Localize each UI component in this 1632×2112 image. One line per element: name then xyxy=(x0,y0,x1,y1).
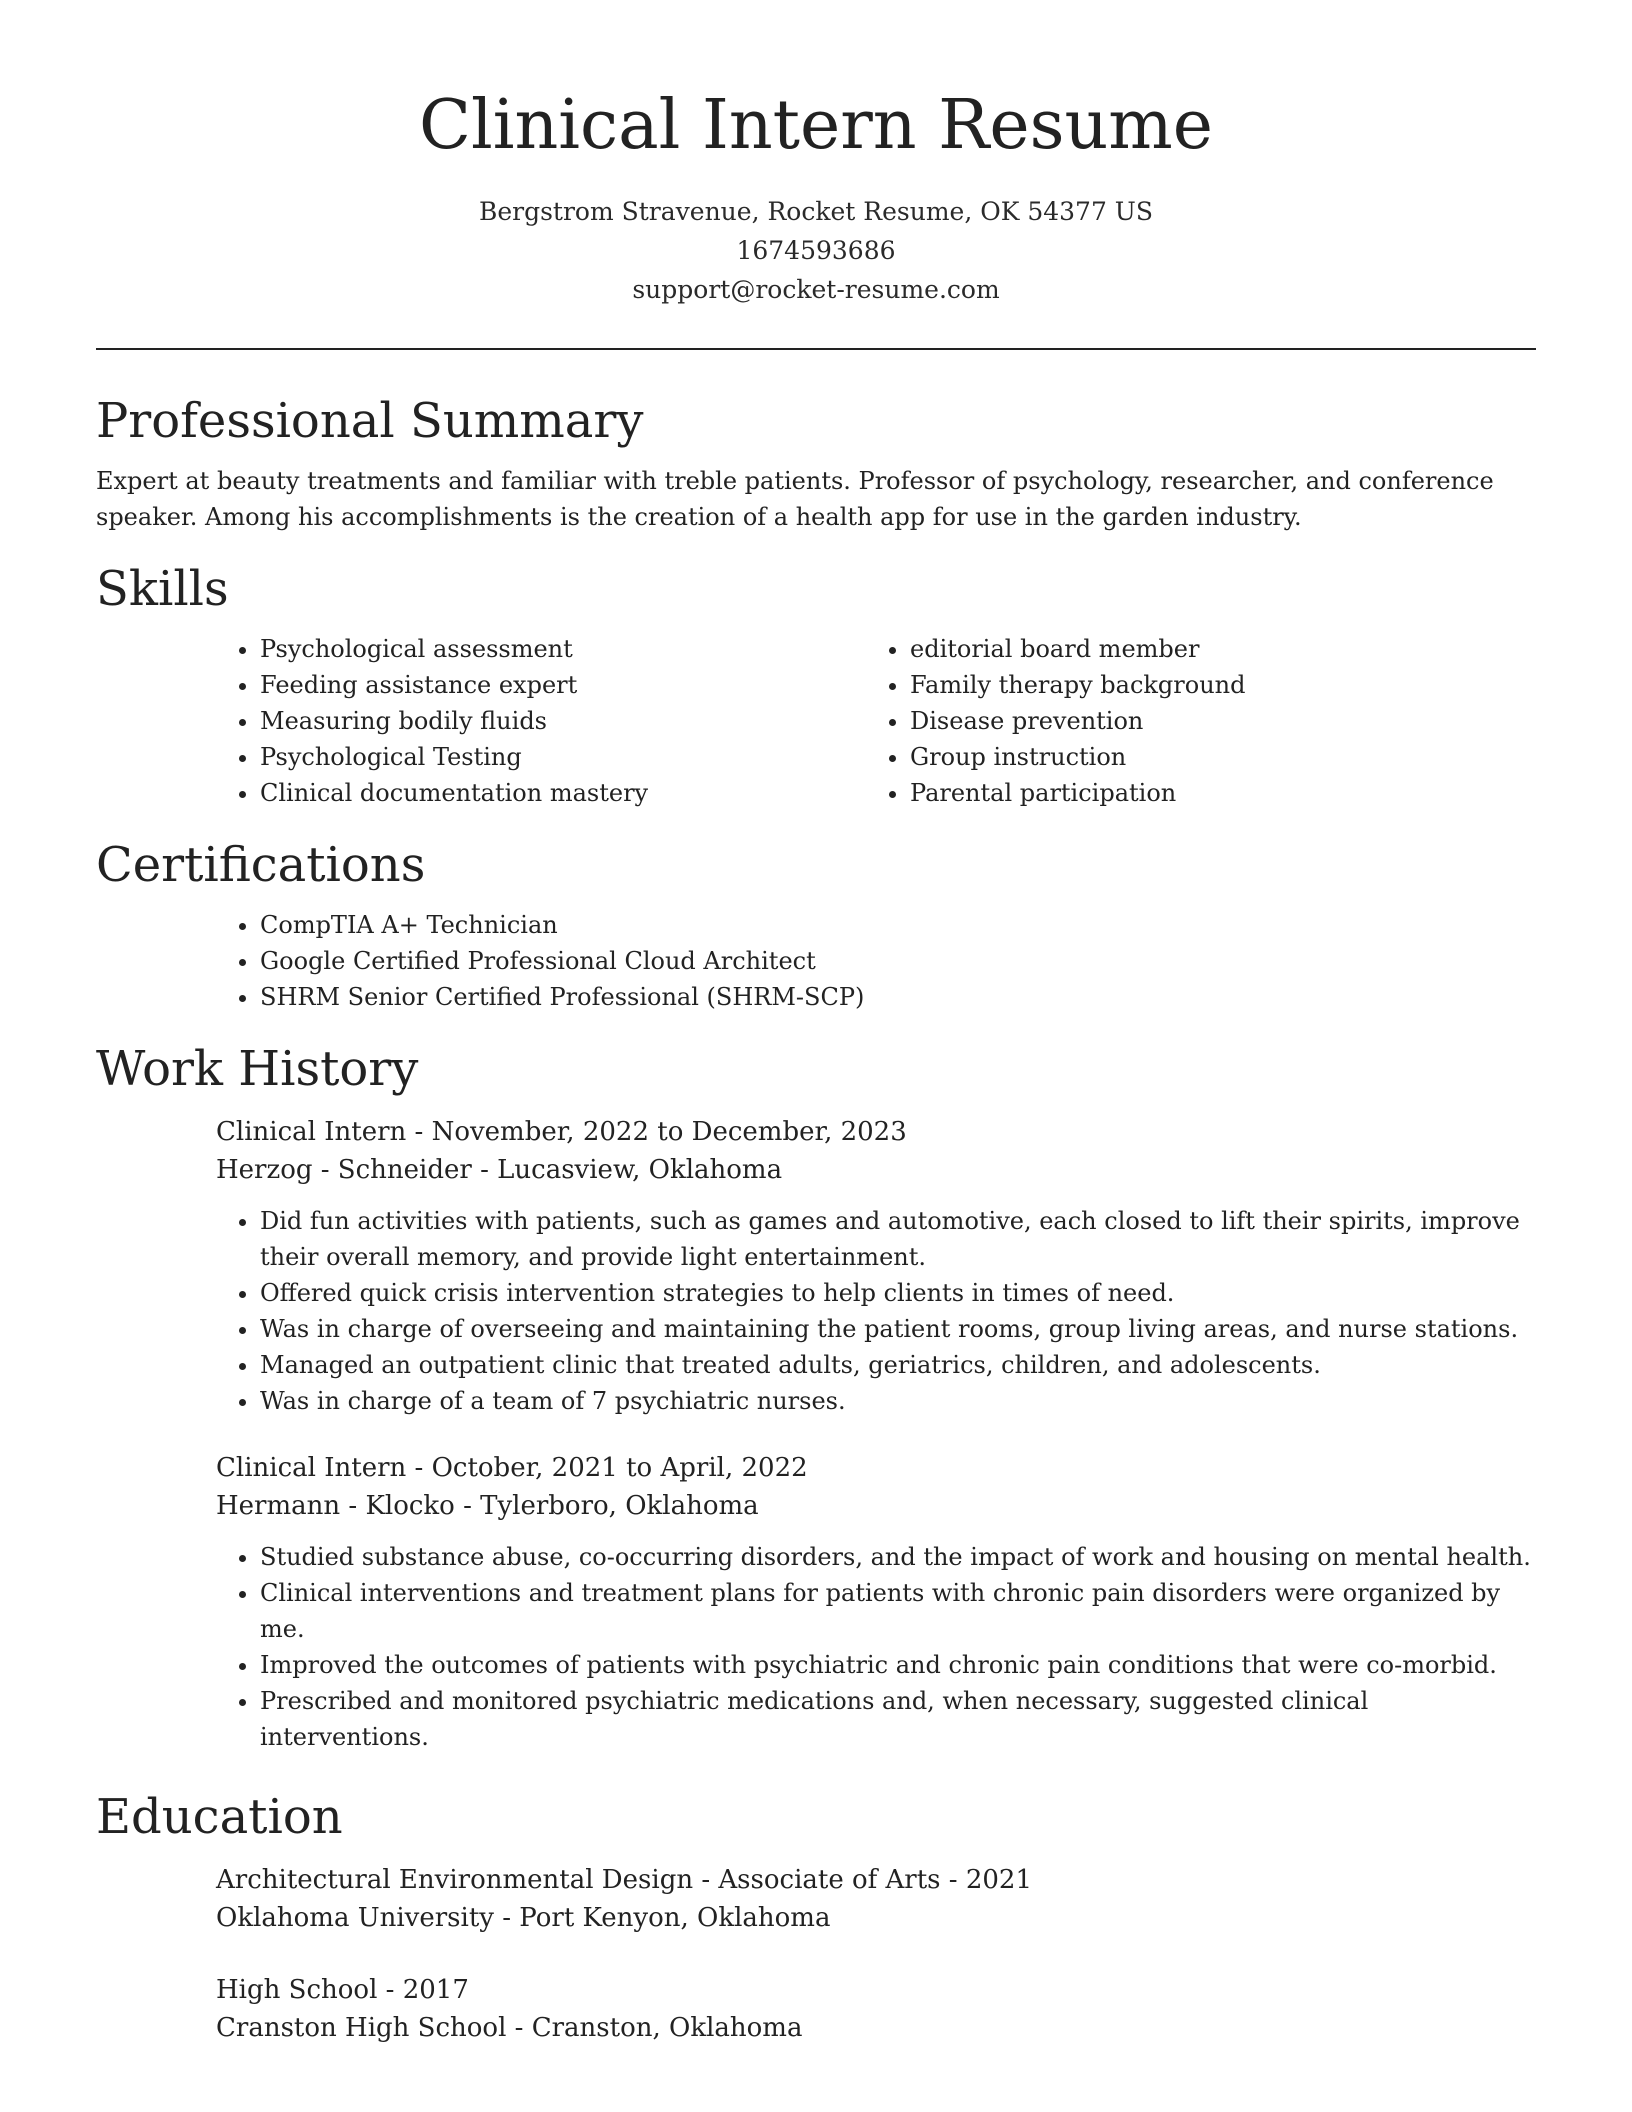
skill-item: • Parental participation xyxy=(910,775,1516,811)
work-history-heading: Work History xyxy=(96,1041,419,1097)
skill-item: • editorial board member xyxy=(910,631,1516,667)
job-title-line: Clinical Intern - November, 2022 to December, 2023 xyxy=(216,1117,907,1147)
job-bullet: • Managed an outpatient clinic that treated adults, geriatrics, children, and adolescents. xyxy=(260,1347,1536,1383)
education-school-line: Cranston High School - Cranston, Oklahoma xyxy=(216,2013,803,2043)
certifications-section xyxy=(96,833,1536,1015)
skills-section xyxy=(96,557,1536,811)
work-history-section xyxy=(96,1037,1536,1755)
certifications-list xyxy=(216,907,1536,1015)
job-company-line: Herzog - Schneider - Lucasview, Oklahoma xyxy=(216,1155,783,1185)
job-company-line: Hermann - Klocko - Tylerboro, Oklahoma xyxy=(216,1491,759,1521)
job-bullet: • Prescribed and monitored psychiatric medications and, when necessary, suggested clinical interventions. xyxy=(260,1683,1536,1755)
skill-item: • Psychological Testing xyxy=(260,739,866,775)
job-bullet: • Improved the outcomes of patients with psychiatric and chronic pain conditions that were co-morbid. xyxy=(260,1647,1536,1683)
skills-left-list xyxy=(216,631,866,811)
skill-item: • Group instruction xyxy=(910,739,1516,775)
job-entry xyxy=(216,1449,1536,1755)
job-bullet: • Clinical interventions and treatment plans for patients with chronic pain disorders were organized by me. xyxy=(260,1575,1536,1647)
job-bullets xyxy=(216,1539,1536,1755)
skills-grid xyxy=(216,631,1536,811)
job-entry xyxy=(216,1113,1536,1419)
contact-address: Bergstrom Stravenue, Rocket Resume, OK 54377 US xyxy=(478,197,1154,226)
skill-item: • Family therapy background xyxy=(910,667,1516,703)
job-title-line: Clinical Intern - October, 2021 to April, 2022 xyxy=(216,1453,808,1483)
certifications-heading: Certifications xyxy=(96,837,426,893)
header-divider xyxy=(96,348,1536,350)
education-entry xyxy=(216,1971,1536,2047)
resume-title: Clinical Intern Resume xyxy=(418,86,1214,165)
certification-item: • Google Certified Professional Cloud Architect xyxy=(260,943,1536,979)
education-school-line: Oklahoma University - Port Kenyon, Oklahoma xyxy=(216,1903,831,1933)
resume-header xyxy=(96,0,1536,309)
skills-right-column xyxy=(866,631,1516,811)
resume-page xyxy=(96,0,1536,2081)
skill-item: • Psychological assessment xyxy=(260,631,866,667)
job-bullets xyxy=(216,1203,1536,1419)
education-heading: Education xyxy=(96,1789,343,1845)
education-section xyxy=(96,1785,1536,2047)
education-entry xyxy=(216,1861,1536,1937)
summary-section xyxy=(96,389,1536,535)
job-bullet: • Offered quick crisis intervention strategies to help clients in times of need. xyxy=(260,1275,1536,1311)
job-bullet: • Did fun activities with patients, such as games and automotive, each closed to lift their spirits, improve their overall memory, and provide light entertainment. xyxy=(260,1203,1536,1275)
skill-item: • Clinical documentation mastery xyxy=(260,775,866,811)
job-bullet: • Studied substance abuse, co-occurring disorders, and the impact of work and housing on mental health. xyxy=(260,1539,1536,1575)
certification-item: • CompTIA A+ Technician xyxy=(260,907,1536,943)
contact-email[interactable]: support@rocket-resume.com xyxy=(632,275,1000,304)
skill-item: • Feeding assistance expert xyxy=(260,667,866,703)
summary-heading: Professional Summary xyxy=(96,393,644,449)
contact-phone: 1674593686 xyxy=(736,236,896,265)
job-bullet: • Was in charge of a team of 7 psychiatric nurses. xyxy=(260,1383,1536,1419)
skills-right-list xyxy=(866,631,1516,811)
education-degree-line: Architectural Environmental Design - Associate of Arts - 2021 xyxy=(216,1865,1033,1895)
job-bullet: • Was in charge of overseeing and maintaining the patient rooms, group living areas, and nurse stations. xyxy=(260,1311,1536,1347)
education-degree-line: High School - 2017 xyxy=(216,1975,469,2005)
certification-item: • SHRM Senior Certified Professional (SHRM-SCP) xyxy=(260,979,1536,1015)
summary-text: Expert at beauty treatments and familiar with treble patients. Professor of psychology, researcher, and conference speaker. Among his accomplishments is the creation of a health app for use in the garden industry. xyxy=(96,467,1494,531)
skills-heading: Skills xyxy=(96,561,229,617)
skill-item: • Disease prevention xyxy=(910,703,1516,739)
skills-left-column xyxy=(216,631,866,811)
skill-item: • Measuring bodily fluids xyxy=(260,703,866,739)
